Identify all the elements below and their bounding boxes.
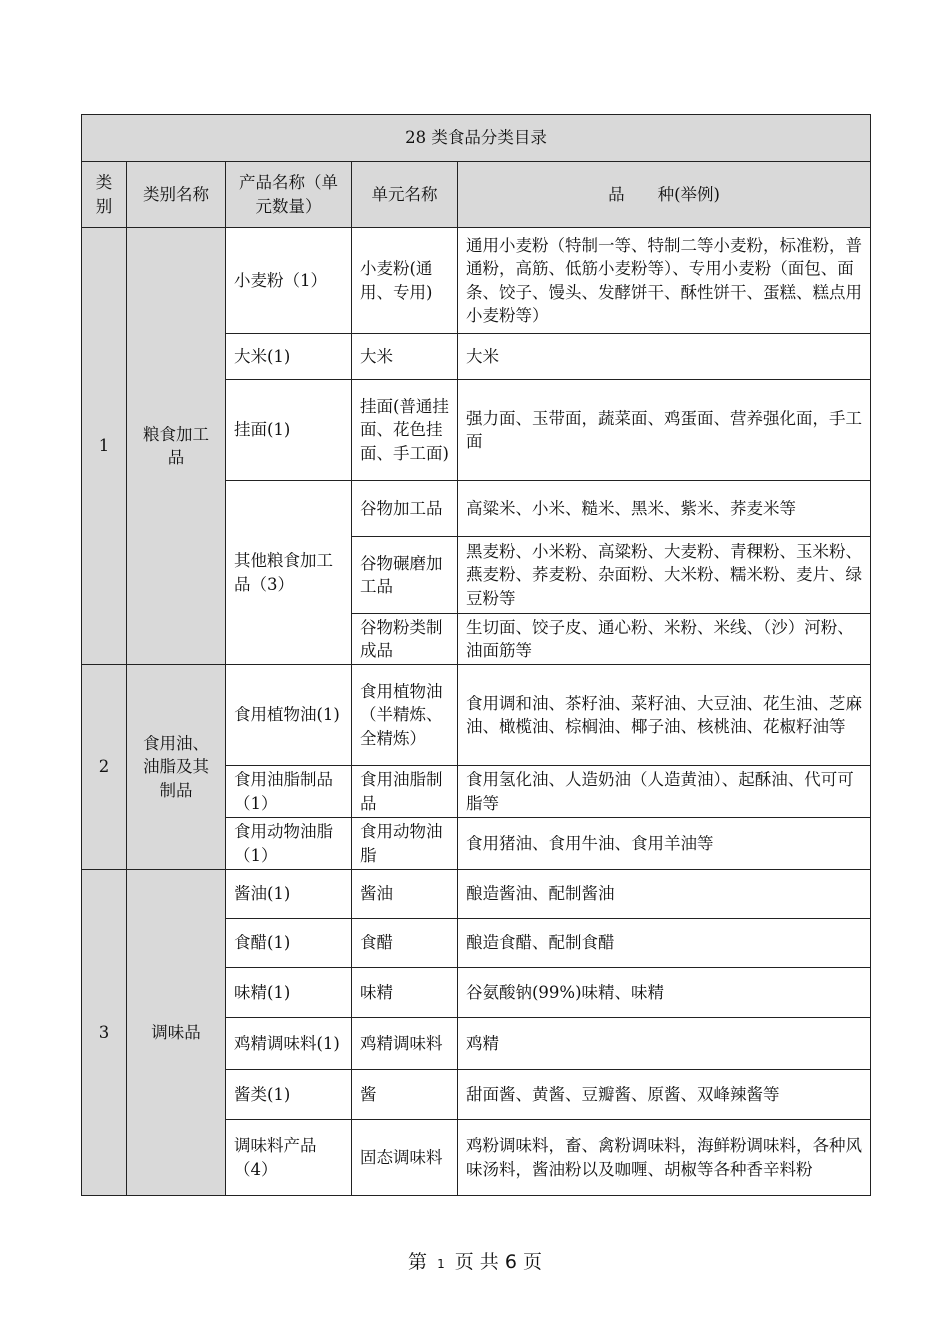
variety-examples: 甜面酱、黄酱、豆瓣酱、原酱、双峰辣酱等 [458,1070,871,1120]
unit-name: 固态调味料 [352,1120,458,1196]
product-name: 酱油(1) [226,870,352,919]
unit-name: 食醋 [352,919,458,968]
variety-examples: 高粱米、小米、糙米、黑米、紫米、荞麦米等 [458,481,871,537]
footer-middle: 页 共 [454,1251,499,1273]
unit-name: 食用植物油（半精炼、全精炼） [352,665,458,766]
product-name: 食用油脂制品（1） [226,766,352,818]
category-number: 3 [82,870,127,1196]
variety-examples: 食用氢化油、人造奶油（人造黄油）、起酥油、代可可脂等 [458,766,871,818]
unit-name: 谷物粉类制成品 [352,614,458,665]
variety-examples: 谷氨酸钠(99%)味精、味精 [458,968,871,1018]
table-title: 28 类食品分类目录 [82,115,871,162]
header-varieties: 品 种(举例) [458,162,871,228]
table-row [82,228,871,334]
variety-examples: 鸡粉调味料，畜、禽粉调味料，海鲜粉调味料，各种风味汤料，酱油粉以及咖喱、胡椒等各种香辛料粉 [458,1120,871,1196]
variety-examples: 食用猪油、食用牛油、食用羊油等 [458,818,871,870]
product-name: 酱类(1) [226,1070,352,1120]
header-category-name: 类别名称 [127,162,226,228]
unit-name: 食用动物油脂 [352,818,458,870]
product-name: 食用动物油脂 （1） [226,818,352,870]
total-page-count: 6 [504,1251,517,1273]
variety-examples: 食用调和油、茶籽油、菜籽油、大豆油、花生油、芝麻油、橄榄油、棕榈油、椰子油、核桃油、花椒籽油等 [458,665,871,766]
variety-examples: 酿造食醋、配制食醋 [458,919,871,968]
table-row [82,665,871,766]
category-number: 1 [82,228,127,665]
unit-name: 味精 [352,968,458,1018]
category-name: 调味品 [127,870,226,1196]
unit-name: 谷物碾磨加工品 [352,537,458,614]
variety-examples: 通用小麦粉（特制一等、特制二等小麦粉，标准粉，普通粉，高筋、低筋小麦粉等）、专用小麦粉（面包、面条、饺子、馒头、发酵饼干、酥性饼干、蛋糕、糕点用小麦粉等） [458,228,871,334]
product-name: 食用植物油(1) [226,665,352,766]
category-name: 食用油、油脂及其制品 [127,665,226,870]
product-name: 味精(1) [226,968,352,1018]
unit-name: 鸡精调味料 [352,1018,458,1070]
variety-examples: 强力面、玉带面，蔬菜面、鸡蛋面、营养强化面，手工面 [458,380,871,481]
unit-name: 谷物加工品 [352,481,458,537]
product-name: 挂面(1) [226,380,352,481]
product-name: 食醋(1) [226,919,352,968]
product-name: 鸡精调味料(1) [226,1018,352,1070]
variety-examples: 生切面、饺子皮、通心粉、米粉、米线、（沙）河粉、油面筋等 [458,614,871,665]
current-page-number: 1 [437,1257,445,1271]
header-category-no: 类别 [82,162,127,228]
table-title-row [82,115,871,162]
header-product-name: 产品名称（单元数量） [226,162,352,228]
header-unit-name: 单元名称 [352,162,458,228]
table-row [82,870,871,919]
unit-name: 大米 [352,334,458,380]
variety-examples: 大米 [458,334,871,380]
unit-name: 酱 [352,1070,458,1120]
product-name: 调味料产品（4） [226,1120,352,1196]
variety-examples: 酿造酱油、配制酱油 [458,870,871,919]
category-number: 2 [82,665,127,870]
unit-name: 小麦粉(通用、专用) [352,228,458,334]
table-header-row [82,162,871,228]
variety-examples: 鸡精 [458,1018,871,1070]
unit-name: 酱油 [352,870,458,919]
footer-suffix: 页 [522,1251,542,1273]
category-name: 粮食加工品 [127,228,226,665]
page-footer [0,1247,950,1274]
product-name: 小麦粉（1） [226,228,352,334]
food-category-table [81,114,871,1196]
product-name: 大米(1) [226,334,352,380]
product-name: 其他粮食加工品（3） [226,481,352,665]
unit-name: 挂面(普通挂面、花色挂面、手工面) [352,380,458,481]
variety-examples: 黑麦粉、小米粉、高粱粉、大麦粉、青稞粉、玉米粉、燕麦粉、荞麦粉、杂面粉、大米粉、糯米粉、麦片、绿豆粉等 [458,537,871,614]
unit-name: 食用油脂制品 [352,766,458,818]
footer-prefix: 第 [408,1251,428,1273]
